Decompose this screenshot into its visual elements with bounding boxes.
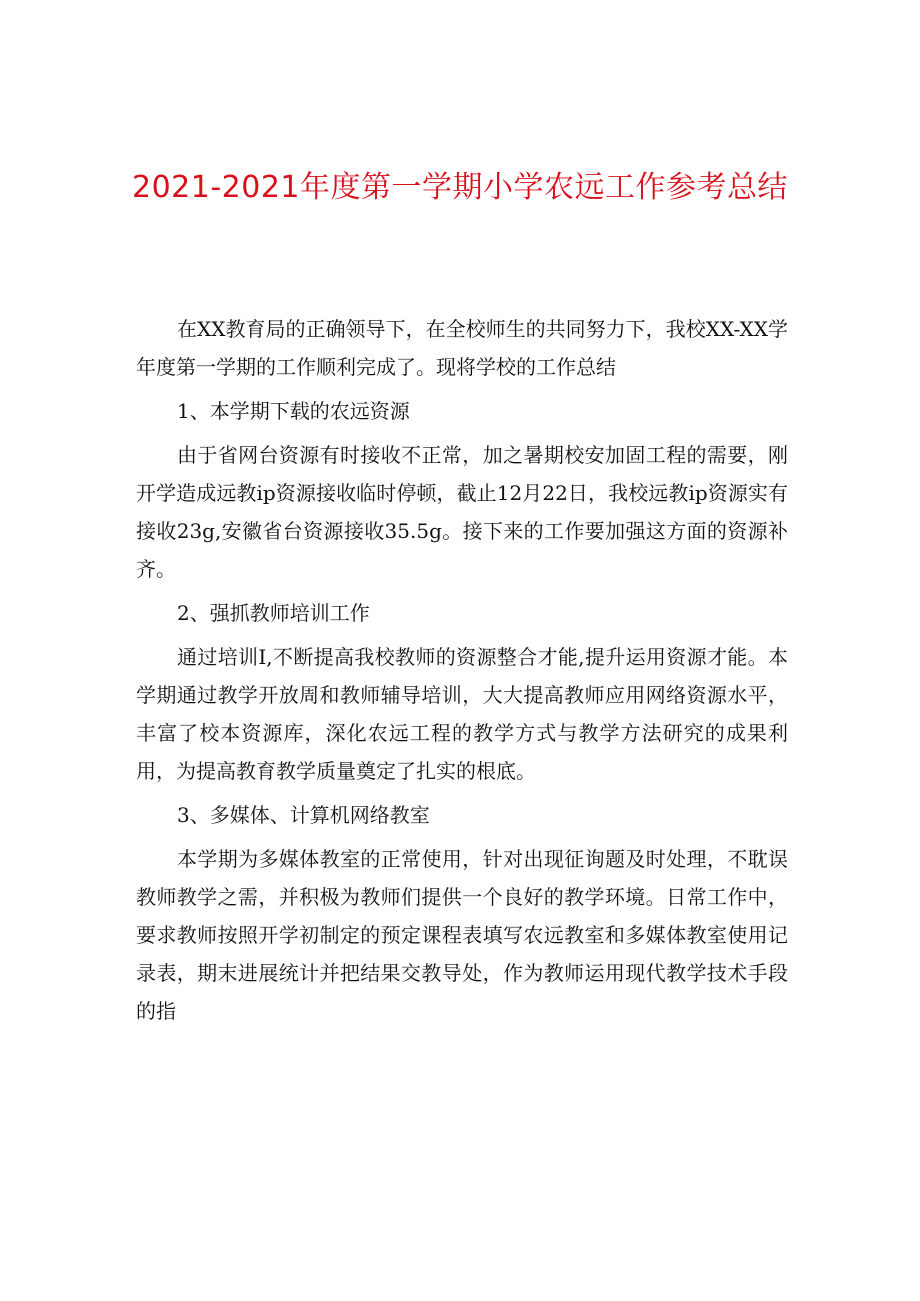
section-heading-3: 3、多媒体、计算机网络教室: [177, 803, 430, 827]
document-body: [136, 310, 788, 1036]
paragraph-resources: 由于省网台资源有时接收不正常，加之暑期校安加固工程的需要，刚开学造成远教ip资源接收临时停顿，截止12月22日，我校远教ip资源实有接收23g,安徽省台资源接收35.5g。接下来的工作要加强这方面的资源补齐。: [136, 443, 788, 581]
document-title: 2021-2021年度第一学期小学农远工作参考总结: [131, 170, 789, 205]
paragraph-multimedia: 本学期为多媒体教室的正常使用，针对出现征询题及时处理，不耽误教师教学之需，并积极为教师们提供一个良好的教学环境。日常工作中，要求教师按照开学初制定的预定课程表填写农远教室和多媒体教室使用记录表，期末进展统计并把结果交教导处，作为教师运用现代教学技术手段的指: [136, 847, 788, 1023]
section-heading-1: 1、本学期下载的农远资源: [177, 399, 410, 423]
section-heading-2: 2、强抓教师培训工作: [177, 601, 370, 625]
paragraph-training: 通过培训I,不断提高我校教师的资源整合才能,提升运用资源才能。本学期通过教学开放周和教师辅导培训，大大提高教师应用网络资源水平，丰富了校本资源库，深化农远工程的教学方式与教学方法研究的成果利用，为提高教育教学质量奠定了扎实的根底。: [136, 645, 788, 783]
paragraph-intro: 在XX教育局的正确领导下，在全校师生的共同努力下，我校XX-XX学年度第一学期的工作顺利完成了。现将学校的工作总结: [136, 317, 788, 379]
